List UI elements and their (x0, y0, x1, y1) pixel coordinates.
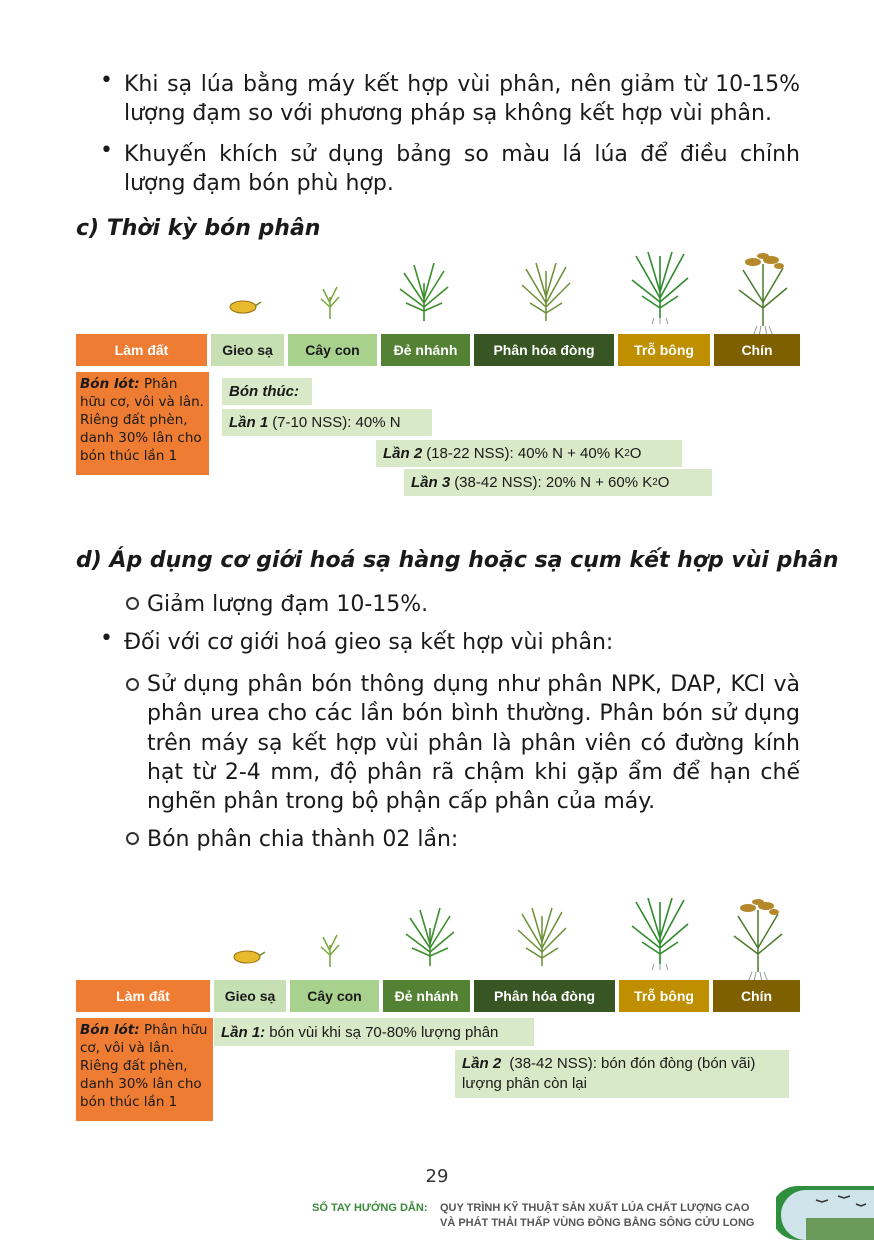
bon-lot-label: Bón lót: (80, 376, 140, 392)
lan1-text: bón vùi khi sạ 70-80% lượng phân (269, 1023, 499, 1041)
footer-line1: QUY TRÌNH KỸ THUẬT SẢN XUẤT LÚA CHẤT LƯỢNG CAO (440, 1202, 750, 1214)
seedling-icon (318, 933, 342, 967)
stage-cay-con: Cây con (290, 980, 379, 1012)
stage-gieo-sa: Gieo sạ (211, 334, 284, 366)
bullet-marker: • (100, 68, 113, 93)
lan1-box (222, 409, 432, 436)
section-d-title: d) Áp dụng cơ giới hoá sạ hàng hoặc sạ cụm kết hợp vùi phân (76, 548, 839, 573)
stage-tro-bong: Trỗ bông (619, 980, 709, 1012)
lan1-label: Lần 1 (229, 414, 269, 431)
sub-bullet-text: Giảm lượng đạm 10-15%. (147, 592, 429, 617)
lan2-box: Lần 2 (18-22 NSS): 40% N + 40% K 2 O (376, 440, 682, 467)
lan1-box (214, 1018, 534, 1046)
sub-bullet-text: Sử dụng phân bón thông dụng như phân NPK, DAP, KCl và phân urea cho các lần bón bình thường. Phân bón sử dụng trên máy sạ kết hợp vùi phân là phân viên có đường kính hạt từ 2-4 mm, độ phân rã chậm khi gặp ẩm để hạn chế nghẽn phân trong bộ phận cấp phân của máy. (147, 672, 800, 815)
sub-bullet-marker (126, 832, 139, 845)
lan1-text: (7-10 NSS): 40% N (272, 414, 401, 431)
footer-label: SỔ TAY HƯỚNG DẪN: (312, 1202, 428, 1214)
lan1-label: Lần 1: (221, 1023, 266, 1041)
lan3-text: (38-42 NSS): 20% N + 60% K (454, 474, 653, 491)
sub-bullet-text: Bón phân chia thành 02 lần: (147, 827, 459, 852)
bon-thuc-label: Bón thúc: (222, 378, 312, 405)
lan3-box: Lần 3 (38-42 NSS): 20% N + 60% K 2 O (404, 469, 712, 496)
bon-lot-box (76, 1018, 213, 1121)
page-number: 29 (425, 1166, 449, 1187)
stage-phan-hoa-dong: Phân hóa đòng (474, 334, 614, 366)
stage-de-nhanh: Đẻ nhánh (381, 334, 470, 366)
stage-de-nhanh: Đẻ nhánh (383, 980, 470, 1012)
bullet-marker: • (100, 626, 113, 651)
bon-lot-box (76, 372, 209, 475)
lan2-label: Lần 2 (383, 445, 423, 462)
bon-lot-text: Phân hữu cơ, vôi và lân. Riêng đất phèn, danh 30% lân cho bón thúc lần 1 (80, 1022, 208, 1110)
seedling-icon (318, 285, 342, 319)
stage-phan-hoa-dong: Phân hóa đòng (474, 980, 615, 1012)
stage-gieo-sa: Gieo sạ (214, 980, 286, 1012)
tillering-plant-icon (404, 908, 456, 966)
footer-photo-badge (776, 1186, 874, 1240)
footer-line2: VÀ PHÁT THẢI THẤP VÙNG ĐỒNG BẰNG SÔNG CỬU LONG (440, 1217, 755, 1229)
lan3-label: Lần 3 (411, 474, 451, 491)
bullet-text: Đối với cơ giới hoá gieo sạ kết hợp vùi phân: (124, 630, 614, 655)
bullet-marker: • (100, 138, 113, 163)
bullet-text: Khuyến khích sử dụng bảng so màu lá lúa để điều chỉnh lượng đạm bón phù hợp. (124, 142, 800, 196)
ripening-plant-icon (730, 898, 786, 982)
lan2-text: (18-22 NSS): 40% N + 40% K (426, 445, 625, 462)
seed-icon (228, 296, 262, 318)
bon-lot-text: Phân hữu cơ, vôi và lân. Riêng đất phèn, danh 30% lân cho bón thúc lần 1 (80, 376, 204, 464)
bullet-text: Khi sạ lúa bằng máy kết hợp vùi phân, nên giảm từ 10-15% lượng đạm so với phương pháp sạ không kết hợp vùi phân. (124, 72, 800, 126)
section-c-title: c) Thời kỳ bón phân (76, 216, 321, 241)
stage-lam-dat: Làm đất (76, 334, 207, 366)
heading-plant-icon (630, 252, 690, 324)
ripening-plant-icon (735, 252, 791, 336)
stage-chin: Chín (713, 980, 800, 1012)
booting-plant-icon (516, 908, 568, 966)
lan2-label: Lần 2 (462, 1055, 502, 1072)
heading-plant-icon (630, 898, 690, 970)
sub-bullet-marker (126, 678, 139, 691)
stage-tro-bong: Trỗ bông (618, 334, 710, 366)
seed-icon (232, 946, 266, 968)
stage-lam-dat: Làm đất (76, 980, 210, 1012)
sub-bullet-marker (126, 597, 139, 610)
stage-cay-con: Cây con (288, 334, 377, 366)
lan2-text: (38-42 NSS): bón đón đòng (bón vãi) lượng phân còn lại (462, 1055, 756, 1092)
booting-plant-icon (520, 263, 572, 321)
stage-chin: Chín (714, 334, 800, 366)
tillering-plant-icon (398, 263, 450, 321)
bon-lot-label: Bón lót: (80, 1022, 140, 1038)
lan2-box (455, 1050, 789, 1098)
